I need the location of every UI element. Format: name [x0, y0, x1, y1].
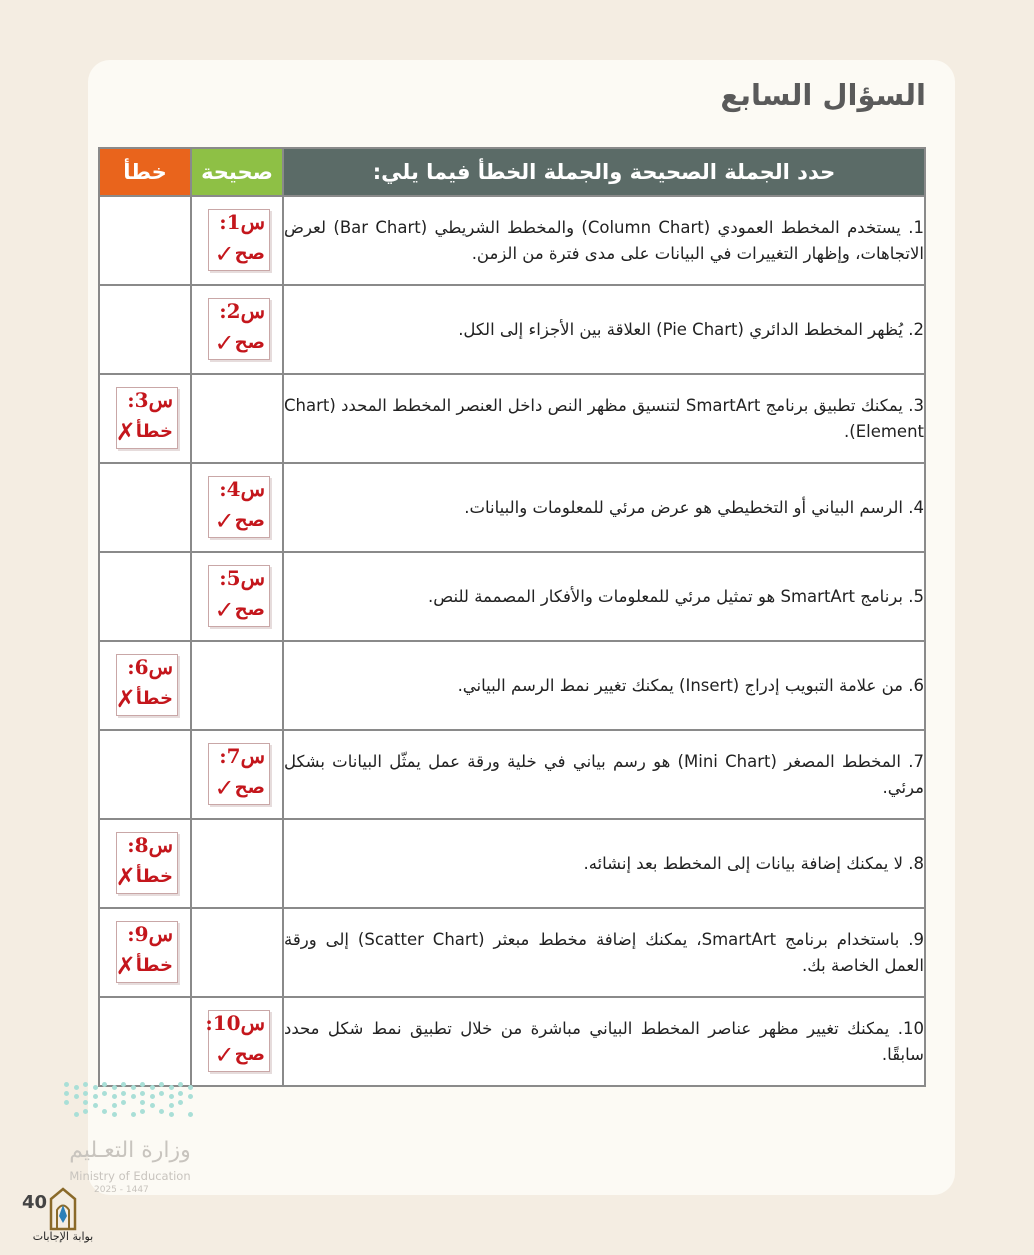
stamp-answer-label: خطأ — [135, 688, 173, 709]
cross-icon: ✗ — [115, 685, 136, 713]
stamp-question-number: س8: — [127, 833, 173, 857]
header-true: صحيحة — [191, 148, 283, 196]
answer-stamp — [116, 832, 178, 894]
page-title: السؤال السابع — [720, 78, 926, 112]
false-cell — [99, 819, 191, 908]
ministry-dots-icon — [64, 1082, 196, 1122]
stamp-answer-label: صح — [234, 777, 265, 798]
true-cell — [191, 819, 283, 908]
true-cell — [191, 285, 283, 374]
table-row — [99, 463, 925, 552]
true-cell — [191, 196, 283, 285]
ministry-name-ar: وزارة التعـليم — [69, 1138, 191, 1163]
statement-cell: 2. يُظهر المخطط الدائري (Pie Chart) العلاقة بين الأجزاء إلى الكل. — [283, 285, 925, 374]
statement-cell: 10. يمكنك تغيير مظهر عناصر المخطط البياني مباشرة من خلال تطبيق نمط شكل محدد سابقًا. — [283, 997, 925, 1086]
false-cell — [99, 196, 191, 285]
true-cell — [191, 463, 283, 552]
answer-stamp — [208, 298, 270, 360]
check-icon: ✓ — [214, 1041, 235, 1069]
table-row — [99, 196, 925, 285]
false-cell — [99, 730, 191, 819]
statement-cell: 8. لا يمكنك إضافة بيانات إلى المخطط بعد إنشائه. — [283, 819, 925, 908]
stamp-answer-label: صح — [234, 1044, 265, 1065]
table-row — [99, 908, 925, 997]
check-icon: ✓ — [214, 329, 235, 357]
answer-stamp — [208, 565, 270, 627]
stamp-answer-label: صح — [234, 510, 265, 531]
stamp-answer-label: خطأ — [135, 866, 173, 887]
header-statement: حدد الجملة الصحيحة والجملة الخطأ فيما يلي: — [283, 148, 925, 196]
false-cell — [99, 374, 191, 463]
answer-stamp — [205, 1010, 270, 1072]
false-cell — [99, 552, 191, 641]
true-cell — [191, 374, 283, 463]
statement-cell: 7. المخطط المصغر (Mini Chart) هو رسم بياني في خلية ورقة عمل يمثّل البيانات بشكل مرئي. — [283, 730, 925, 819]
true-cell — [191, 997, 283, 1086]
stamp-answer — [215, 329, 265, 357]
stamp-answer-label: صح — [234, 243, 265, 264]
cross-icon: ✗ — [115, 863, 136, 891]
stamp-answer — [215, 240, 265, 268]
page-number: 40 — [22, 1192, 48, 1213]
false-cell — [99, 285, 191, 374]
true-cell — [191, 552, 283, 641]
statement-cell: 3. يمكنك تطبيق برنامج SmartArt لتنسيق مظهر النص داخل العنصر المخطط المحدد (Chart Element). — [283, 374, 925, 463]
table-header-row — [99, 148, 925, 196]
table-row — [99, 374, 925, 463]
check-icon: ✓ — [214, 596, 235, 624]
stamp-answer — [116, 685, 173, 713]
stamp-answer — [116, 863, 173, 891]
answers-site-name: بوابة الإجابات — [32, 1230, 94, 1243]
false-cell — [99, 997, 191, 1086]
true-cell — [191, 641, 283, 730]
stamp-question-number: س6: — [127, 655, 173, 679]
statement-cell: 1. يستخدم المخطط العمودي (Column Chart) والمخطط الشريطي (Bar Chart) لعرض الاتجاهات، وإظهار التغييرات في البيانات على مدى فترة من الزمن. — [283, 196, 925, 285]
answers-site-logo — [28, 1186, 98, 1246]
answer-stamp — [116, 387, 178, 449]
table-row — [99, 730, 925, 819]
stamp-answer — [215, 596, 265, 624]
ministry-year: 2025 - 1447 — [94, 1185, 149, 1195]
stamp-answer-label: خطأ — [135, 421, 173, 442]
arch-pen-icon — [28, 1186, 98, 1232]
answer-stamp — [208, 743, 270, 805]
cross-icon: ✗ — [115, 418, 136, 446]
stamp-question-number: س2: — [219, 299, 265, 323]
check-icon: ✓ — [214, 774, 235, 802]
true-cell — [191, 730, 283, 819]
check-icon: ✓ — [214, 507, 235, 535]
statement-cell: 6. من علامة التبويب إدراج (Insert) يمكنك تغيير نمط الرسم البياني. — [283, 641, 925, 730]
stamp-answer — [215, 507, 265, 535]
false-cell — [99, 908, 191, 997]
stamp-question-number: س9: — [127, 922, 173, 946]
header-false: خطأ — [99, 148, 191, 196]
stamp-answer — [215, 1041, 265, 1069]
stamp-question-number: س7: — [219, 744, 265, 768]
false-cell — [99, 463, 191, 552]
stamp-answer-label: خطأ — [135, 955, 173, 976]
stamp-question-number: س3: — [127, 388, 173, 412]
statement-cell: 4. الرسم البياني أو التخطيطي هو عرض مرئي للمعلومات والبيانات. — [283, 463, 925, 552]
statement-cell: 5. برنامج SmartArt هو تمثيل مرئي للمعلومات والأفكار المصممة للنص. — [283, 552, 925, 641]
ministry-name-en: Ministry of Education — [69, 1169, 191, 1183]
questions-table — [98, 147, 926, 1087]
answer-stamp — [208, 476, 270, 538]
stamp-question-number: س10: — [205, 1011, 265, 1035]
true-cell — [191, 908, 283, 997]
false-cell — [99, 641, 191, 730]
answer-stamp — [208, 209, 270, 271]
table-row — [99, 552, 925, 641]
answer-stamp — [116, 654, 178, 716]
stamp-answer-label: صح — [234, 332, 265, 353]
stamp-answer — [215, 774, 265, 802]
table-row — [99, 997, 925, 1086]
stamp-question-number: س4: — [219, 477, 265, 501]
cross-icon: ✗ — [115, 952, 136, 980]
statement-cell: 9. باستخدام برنامج SmartArt، يمكنك إضافة مخطط مبعثر (Scatter Chart) إلى ورقة العمل الخاصة بك. — [283, 908, 925, 997]
stamp-question-number: س1: — [219, 210, 265, 234]
table-row — [99, 641, 925, 730]
stamp-question-number: س5: — [219, 566, 265, 590]
stamp-answer — [116, 418, 173, 446]
table-row — [99, 285, 925, 374]
table-row — [99, 819, 925, 908]
answer-stamp — [116, 921, 178, 983]
stamp-answer — [116, 952, 173, 980]
check-icon: ✓ — [214, 240, 235, 268]
stamp-answer-label: صح — [234, 599, 265, 620]
ministry-logo — [60, 1082, 200, 1202]
